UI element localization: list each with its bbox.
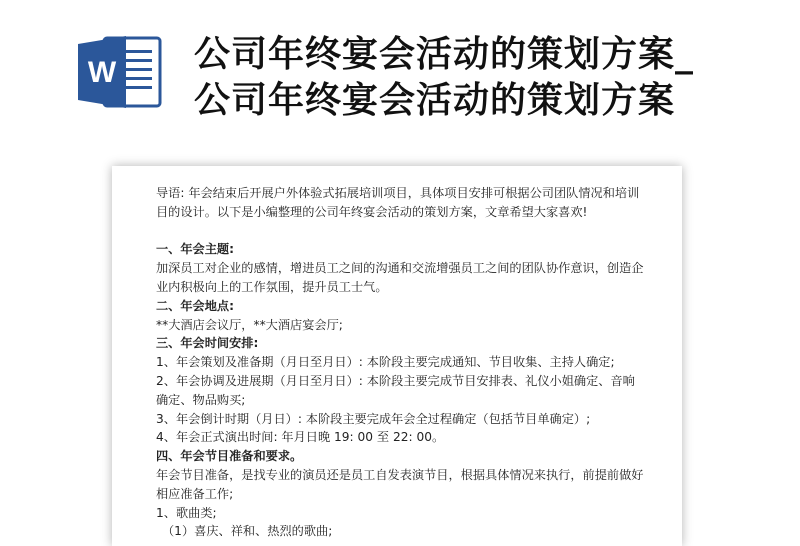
- schedule-item-1: 1、年会策划及准备期（月日至月日）: 本阶段主要完成通知、节目收集、主持人确定;: [156, 355, 615, 370]
- schedule-item-3: 3、年会倒计时期（月日）: 本阶段主要完成年会全过程确定（包括节目单确定）;: [156, 411, 591, 426]
- schedule-item-4: 4、年会正式演出时间: 年月日晚 19: 00 至 22: 00。: [156, 430, 445, 445]
- word-icon-letter: W: [87, 56, 117, 89]
- word-document-icon: [76, 34, 164, 110]
- intro-paragraph: 导语: 年会结束后开展户外体验式拓展培训项目，具体项目安排可根据公司团队情况和培训目的设计。以下是小编整理的公司年终宴会活动的策划方案，文章希望大家喜欢!: [156, 186, 640, 219]
- section4-heading: 四、年会节目准备和要求。: [156, 449, 303, 464]
- document-body: [156, 184, 646, 541]
- document-page: [112, 166, 682, 546]
- page-header: [0, 0, 800, 150]
- section4-text: 年会节目准备，是找专业的演员还是员工自发表演节目，根据具体情况来执行，前提前做好相应准备工作;: [156, 467, 644, 501]
- title-line-2: 公司年终宴会活动的策划方案: [194, 80, 676, 121]
- section3-heading: 三、年会时间安排:: [156, 336, 259, 351]
- section1-heading: 一、年会主题:: [156, 242, 234, 257]
- section1-text: 加深员工对企业的感情，增进员工之间的沟通和交流增强员工之间的团队协作意识，创造企业内积极向上的工作氛围，提升员工士气。: [156, 261, 644, 294]
- section4-item-1-sub: （1）喜庆、祥和、热烈的歌曲;: [162, 524, 333, 539]
- section2-text: **大酒店会议厅，**大酒店宴会厅;: [156, 317, 343, 332]
- section4-item-1: 1、歌曲类;: [156, 505, 217, 520]
- section2-heading: 二、年会地点:: [156, 298, 234, 313]
- page-title: [194, 32, 784, 124]
- blank-line: [156, 222, 646, 241]
- title-line-1: 公司年终宴会活动的策划方案_: [194, 34, 695, 75]
- schedule-item-2: 2、年会协调及进展期（月日至月日）: 本阶段主要完成节目安排表、礼仪小姐确定、音响确定、物品购买;: [156, 373, 635, 407]
